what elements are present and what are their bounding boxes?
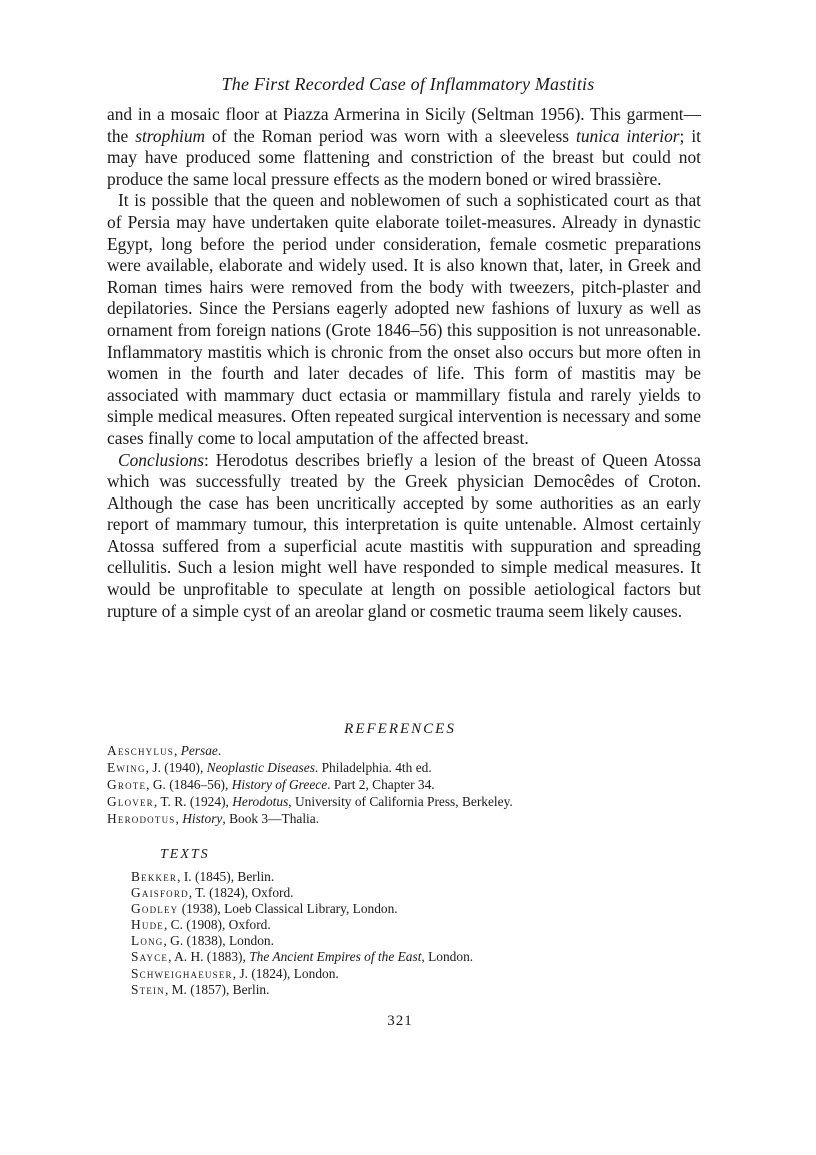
reference-details: , J. (1940), [145,759,207,775]
reference-publication: . [217,743,222,758]
reference-entry [107,777,707,794]
reference-details: , J. (1824), London. [232,965,339,981]
reference-entry [107,760,707,777]
running-head: The First Recorded Case of Inflammatory Mastitis [221,74,595,94]
italic-term: strophium [135,125,206,146]
text-edition-entry [131,901,691,917]
reference-author: Glover [107,793,154,809]
reference-author: Godley [131,901,179,917]
reference-details: , T. R. (1924), [153,793,233,809]
reference-publication: . Part 2, Chapter 34. [327,776,435,792]
reference-title: History [182,810,223,826]
page-number: 321 [387,1013,413,1029]
reference-details: (1938), Loeb Classical Library, London. [178,901,398,917]
reference-publication: , Book 3—Thalia. [222,810,320,826]
reference-entry [107,743,707,760]
body-paragraph [107,190,701,449]
reference-entry [107,811,707,828]
reference-details: , C. (1908), Oxford. [163,917,271,933]
paragraph-text: and in a mosaic floor at Piazza Armerina in Sicily (Seltman 1956). This garment—the [107,104,701,146]
reference-title: The Ancient Empires of the East [249,949,422,965]
reference-publication: , London. [421,949,474,965]
reference-details: , T. (1824), Oxford. [188,885,294,901]
reference-title: Herodotus [232,793,289,809]
reference-details: , M. (1857), Berlin. [164,981,270,997]
reference-title: Neoplastic Diseases [206,759,315,775]
body-paragraph [107,104,701,190]
reference-details: , [173,743,181,758]
reference-details: , [175,810,183,826]
reference-publication: . Philadelphia. 4th ed. [314,759,432,775]
paragraph-text: of the Roman period was worn with a sleeveless [205,125,576,146]
text-edition-entry [131,949,691,965]
text-edition-entry [131,869,691,885]
reference-details: , G. (1846–56), [146,776,232,792]
reference-author: Bekker [131,869,178,884]
article-body [107,104,701,622]
reference-author: Hude [131,917,164,933]
reference-title: Persae [180,743,218,758]
reference-author: Herodotus [107,810,176,826]
reference-list [107,743,707,828]
reference-details: , A. H. (1883), [168,949,250,965]
text-edition-entry [131,966,691,982]
paragraph-text: : Herodotus describes briefly a lesion of the breast of Queen Atossa which was successfully treated by the Greek physician Democêdes of Croton. Although the case has been uncritically accepted by some authorities as an early report of mammary tumour, this interpretation is quite untenable. Almost certainly Atossa suffered from a superficial acute mastitis with suppuration and spreading cellulitis. Such a lesion might well have responded to simple medical measures. It would be unprofitable to speculate at length on possible aetiological factors but rupture of a simple cyst of an areolar gland or cosmetic trauma seem likely causes. [107,449,701,621]
paragraph-text: ; it may have produced some flattening and constriction of the breast but could not produce the same local pressure effects as the modern boned or wired brassière. [107,125,701,189]
reference-author: Grote [107,776,147,792]
reference-title: History of Greece [231,776,328,792]
reference-details: , G. (1838), London. [163,933,274,949]
reference-publication: , University of California Press, Berkeley. [288,793,513,809]
reference-author: Stein [131,981,165,997]
reference-author: Aeschylus [107,743,174,758]
reference-author: Sayce [131,949,169,965]
reference-author: Ewing [107,759,146,775]
text-edition-entry [131,917,691,933]
paragraph-text: It is possible that the queen and noblewomen of such a sophisticated court as that of Persia may have undertaken quite elaborate toilet-measures. Already in dynastic Egypt, long before the period under consideration, female cosmetic preparations were available, elaborate and widely used. It is also known that, later, in Greek and Roman times hairs were removed from the body with tweezers, pitch-plaster and depilatories. Since the Persians eagerly adopted new fashions of luxury as well as ornament from foreign nations (Grote 1846–56) this supposition is not unreasonable. Inflammatory mastitis which is chronic from the onset also occurs but more often in women in the fourth and later decades of life. This form of mastitis may be associated with mammary duct ectasia or mammillary fistula and rarely yields to simple medical measures. Often repeated surgical intervention is necessary and some cases finally come to local amputation of the affected breast. [107,190,701,448]
reference-author: Schweighaeuser [131,965,233,981]
reference-details: , I. (1845), Berlin. [177,869,275,884]
text-edition-entry [131,982,691,998]
reference-entry [107,794,707,811]
text-edition-entry [131,885,691,901]
texts-heading: TEXTS [160,847,210,862]
texts-list [131,869,691,998]
references-heading: REFERENCES [344,721,456,737]
reference-author: Long [131,933,164,949]
italic-term: Conclusions [118,449,204,470]
body-paragraph [107,450,701,623]
reference-author: Gaisford [131,885,189,901]
text-edition-entry [131,933,691,949]
italic-term: tunica interior [575,125,680,146]
